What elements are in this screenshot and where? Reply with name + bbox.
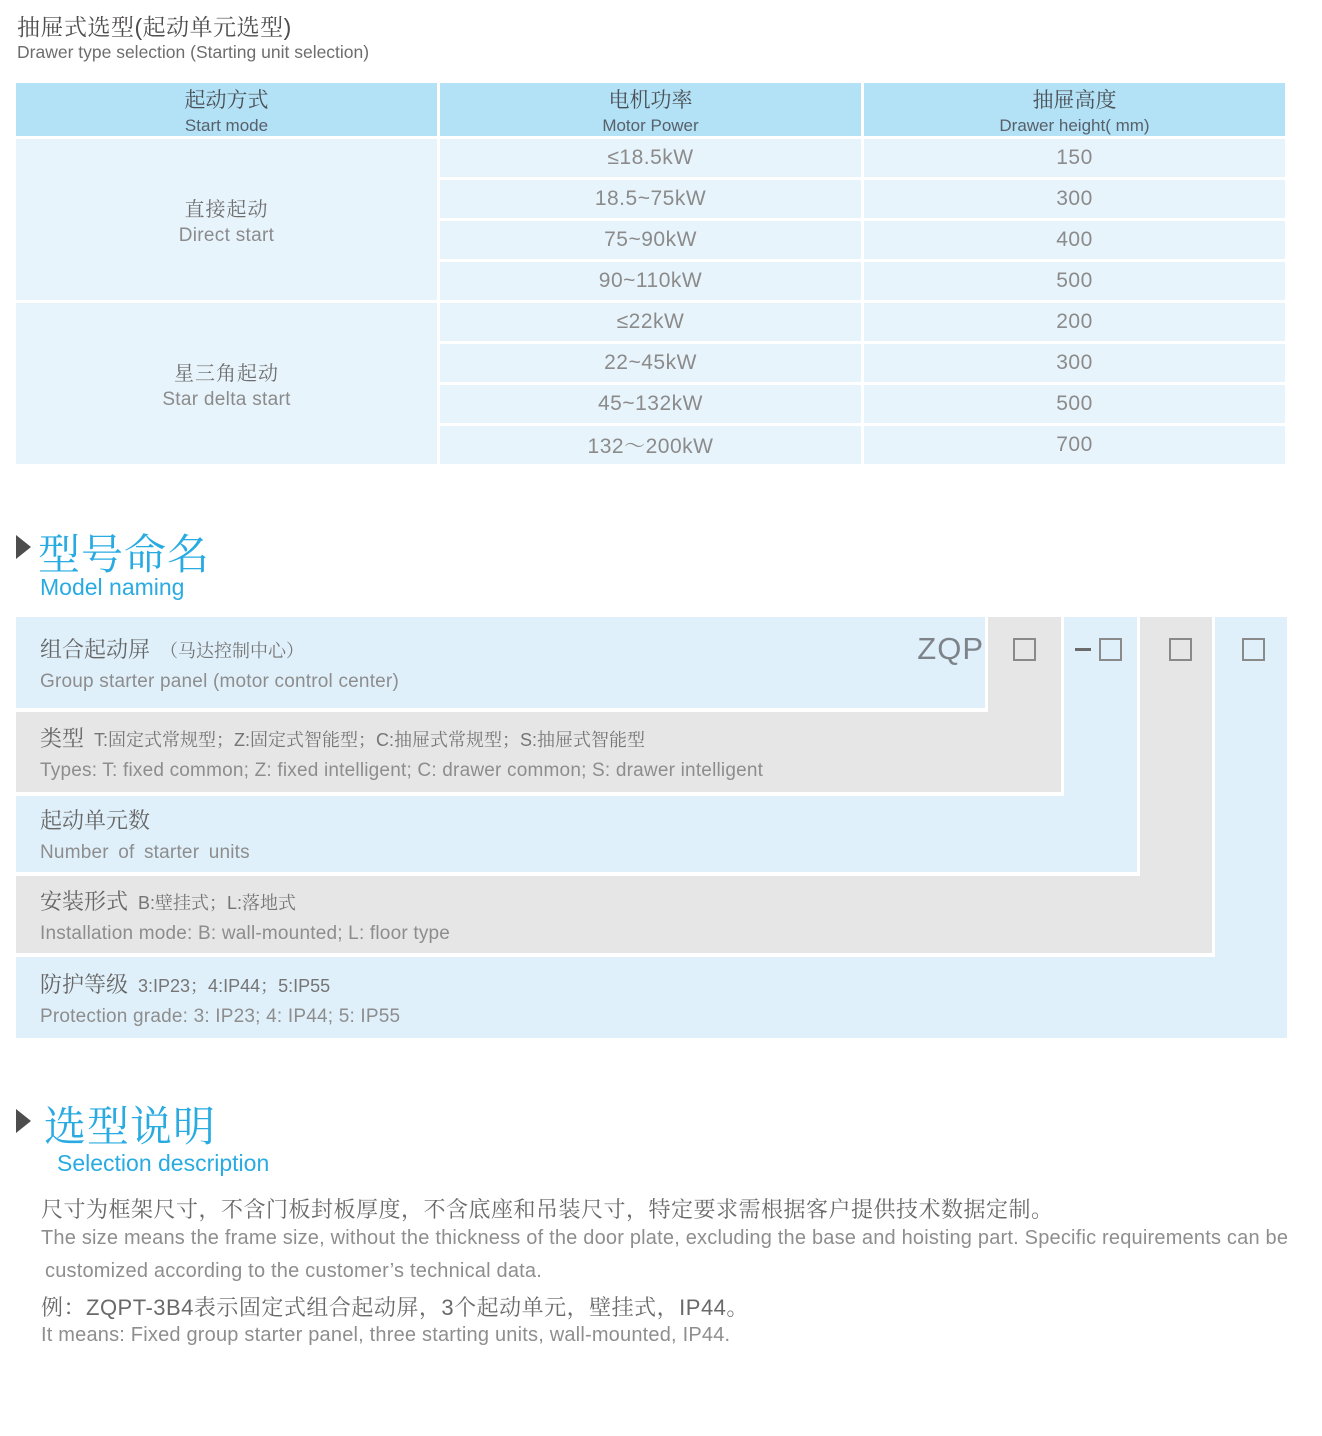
row-type	[16, 712, 1061, 792]
motor-power-cell: 45~132kW	[440, 385, 861, 423]
drawer-height-cell: 300	[864, 180, 1285, 218]
column-start-mode	[16, 83, 437, 464]
page-title-en: Drawer type selection (Starting unit selection)	[17, 42, 370, 62]
header-drawer-height-en: Drawer height( mm)	[999, 115, 1150, 135]
row1-en: Group starter panel (motor control center)	[40, 670, 399, 692]
row4-zh: 安装形式	[40, 888, 129, 914]
drawer-height-cell: 300	[864, 344, 1285, 382]
motor-power-cell: ≤18.5kW	[440, 139, 861, 177]
header-drawer-height	[864, 83, 1285, 136]
row2-zh: 类型	[40, 726, 85, 751]
description-line: customized according to the customer’s technical data.	[45, 1260, 542, 1282]
direct-start-zh: 直接起动	[184, 198, 269, 221]
page-title-zh: 抽屉式选型(起动单元选型)	[17, 14, 292, 40]
row-installation-mode	[16, 876, 1212, 953]
row3-zh: 起动单元数	[40, 808, 151, 833]
model-naming-heading-zh: 型号命名	[38, 531, 211, 578]
header-motor-power-en: Motor Power	[602, 115, 699, 135]
cell-star-delta-start	[16, 303, 437, 464]
model-code-dash	[1075, 648, 1091, 651]
motor-power-cell: 22~45kW	[440, 344, 861, 382]
row2-zh-sub: T:固定式常规型；Z:固定式智能型；C:抽屉式常规型；S:抽屉式智能型	[94, 730, 646, 750]
header-motor-power-zh: 电机功率	[608, 88, 693, 112]
row4-zh-sub: B:壁挂式；L:落地式	[138, 892, 297, 913]
model-code-box-starter-units	[1099, 638, 1122, 661]
section-arrow-icon	[16, 1109, 31, 1133]
star-delta-zh: 星三角起动	[174, 362, 279, 385]
drawer-height-cell: 400	[864, 221, 1285, 259]
row1-zh: 组合起动屏	[40, 636, 151, 662]
selection-description-heading-en: Selection description	[57, 1150, 270, 1176]
row4-en: Installation mode: B: wall-mounted; L: floor type	[40, 922, 451, 944]
row3-en: Number of starter units	[40, 842, 250, 863]
header-start-mode-zh: 起动方式	[184, 88, 269, 112]
row5-zh: 防护等级	[40, 971, 129, 997]
drawer-height-cell: 200	[864, 303, 1285, 341]
drawer-height-cell: 500	[864, 262, 1285, 300]
header-drawer-height-zh: 抽屉高度	[1032, 88, 1117, 112]
strip-type	[988, 617, 1061, 712]
drawer-height-cell: 500	[864, 385, 1285, 423]
drawer-selection-table	[16, 83, 1285, 464]
header-start-mode-en: Start mode	[184, 115, 269, 135]
column-drawer-height	[864, 83, 1285, 464]
motor-power-cell: 18.5~75kW	[440, 180, 861, 218]
direct-start-en: Direct start	[178, 224, 275, 246]
model-code-box-installation	[1169, 638, 1192, 661]
section-arrow-icon	[16, 535, 31, 559]
row5-zh-sub: 3:IP23；4:IP44；5:IP55	[138, 975, 331, 996]
description-line: The size means the frame size, without the thickness of the door plate, excluding the base and hoisting part. Specific requirements can be	[41, 1227, 1289, 1249]
motor-power-cell: 75~90kW	[440, 221, 861, 259]
cell-direct-start	[16, 139, 437, 300]
drawer-height-cell: 700	[864, 426, 1285, 464]
column-motor-power	[440, 83, 861, 464]
selection-description-body	[41, 1193, 1301, 1363]
model-code-box-protection	[1242, 638, 1265, 661]
row-group-starter-panel	[16, 617, 985, 708]
row2-en: Types: T: fixed common; Z: fixed intelligent; C: drawer common; S: drawer intelligent	[40, 760, 764, 781]
star-delta-en: Star delta start	[162, 388, 291, 410]
row-protection-grade	[16, 957, 1287, 1038]
model-naming-heading-en: Model naming	[40, 574, 185, 600]
row5-en: Protection grade: 3: IP23; 4: IP44; 5: IP55	[40, 1005, 401, 1027]
selection-description-heading-zh: 选型说明	[44, 1103, 217, 1150]
description-line: It means: Fixed group starter panel, three starting units, wall-mounted, IP44.	[41, 1324, 731, 1346]
model-code-prefix: ZQP	[917, 631, 984, 666]
description-line: 尺寸为框架尺寸，不含门板封板厚度，不含底座和吊装尺寸，特定要求需根据客户提供技术数据定制。	[41, 1197, 1054, 1222]
motor-power-cell: 90~110kW	[440, 262, 861, 300]
header-motor-power	[440, 83, 861, 136]
header-start-mode	[16, 83, 437, 136]
strip-protection-grade	[1215, 617, 1287, 957]
motor-power-cell: ≤22kW	[440, 303, 861, 341]
model-code-box-type	[1013, 638, 1036, 661]
row1-zh-sub: （马达控制中心）	[160, 640, 305, 661]
description-line: 例：ZQPT-3B4表示固定式组合起动屏，3个起动单元，壁挂式，IP44。	[41, 1295, 749, 1320]
drawer-height-cell: 150	[864, 139, 1285, 177]
row-starter-units	[16, 796, 1137, 872]
motor-power-cell: 132～200kW	[440, 426, 861, 464]
